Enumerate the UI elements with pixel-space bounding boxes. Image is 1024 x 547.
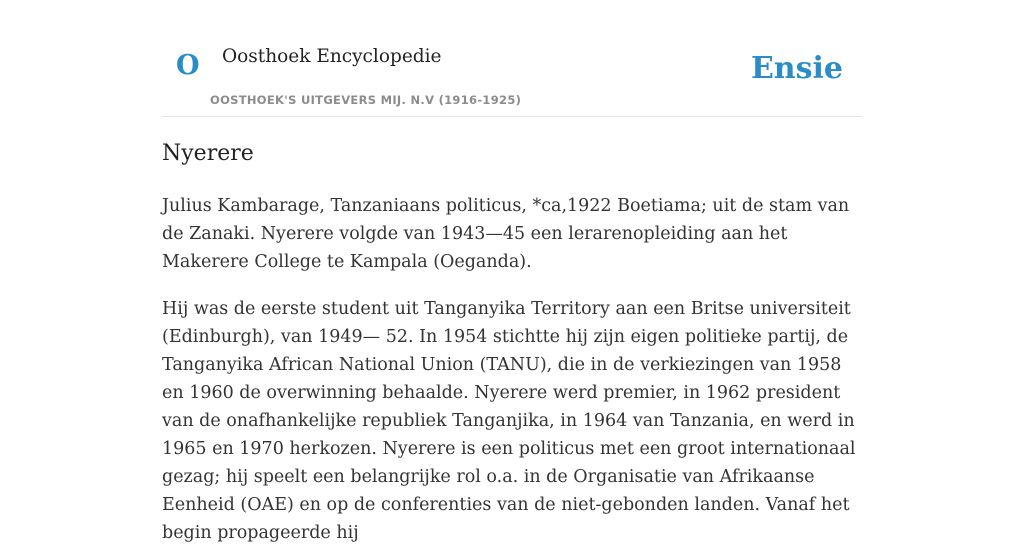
article-title: Nyerere <box>162 141 254 166</box>
oosthoek-logo-icon[interactable]: O <box>176 50 200 81</box>
site-header <box>162 0 862 117</box>
publisher-subtitle: OOSTHOEK'S UITGEVERS MIJ. N.V (1916-1925) <box>210 93 522 107</box>
article <box>162 138 862 547</box>
site-title-link[interactable]: Oosthoek Encyclopedie <box>222 46 442 67</box>
ensie-brand-link[interactable]: Ensie <box>750 51 843 86</box>
article-paragraph: Julius Kambarage, Tanzaniaans politicus, *ca,1922 Boetiama; uit de stam van de Zanaki. Nyerere volgde van 1943—45 een lerarenopleiding aan het Makerere College te Kampala (Oeganda). <box>162 196 850 272</box>
article-paragraph: Hij was de eerste student uit Tanganyika Territory aan een Britse universiteit (Edinburgh), van 1949— 52. In 1954 stichtte hij zijn eigen politieke partij, de Tanganyika African National Union (TANU), die in de verkiezingen van 1958 en 1960 de overwinning behaalde. Nyerere werd premier, in 1962 president van de onafhankelijke republiek Tanganjika, in 1964 van Tanzania, en werd in 1965 en 1970 herkozen. Nyerere is een politicus met een groot internationaal gezag; hij speelt een belangrijke rol o.a. in de Organisatie van Afrikaanse Eenheid (OAE) en op de conferenties van de niet-gebonden landen. Vanaf het begin propageerde hij <box>162 299 856 543</box>
